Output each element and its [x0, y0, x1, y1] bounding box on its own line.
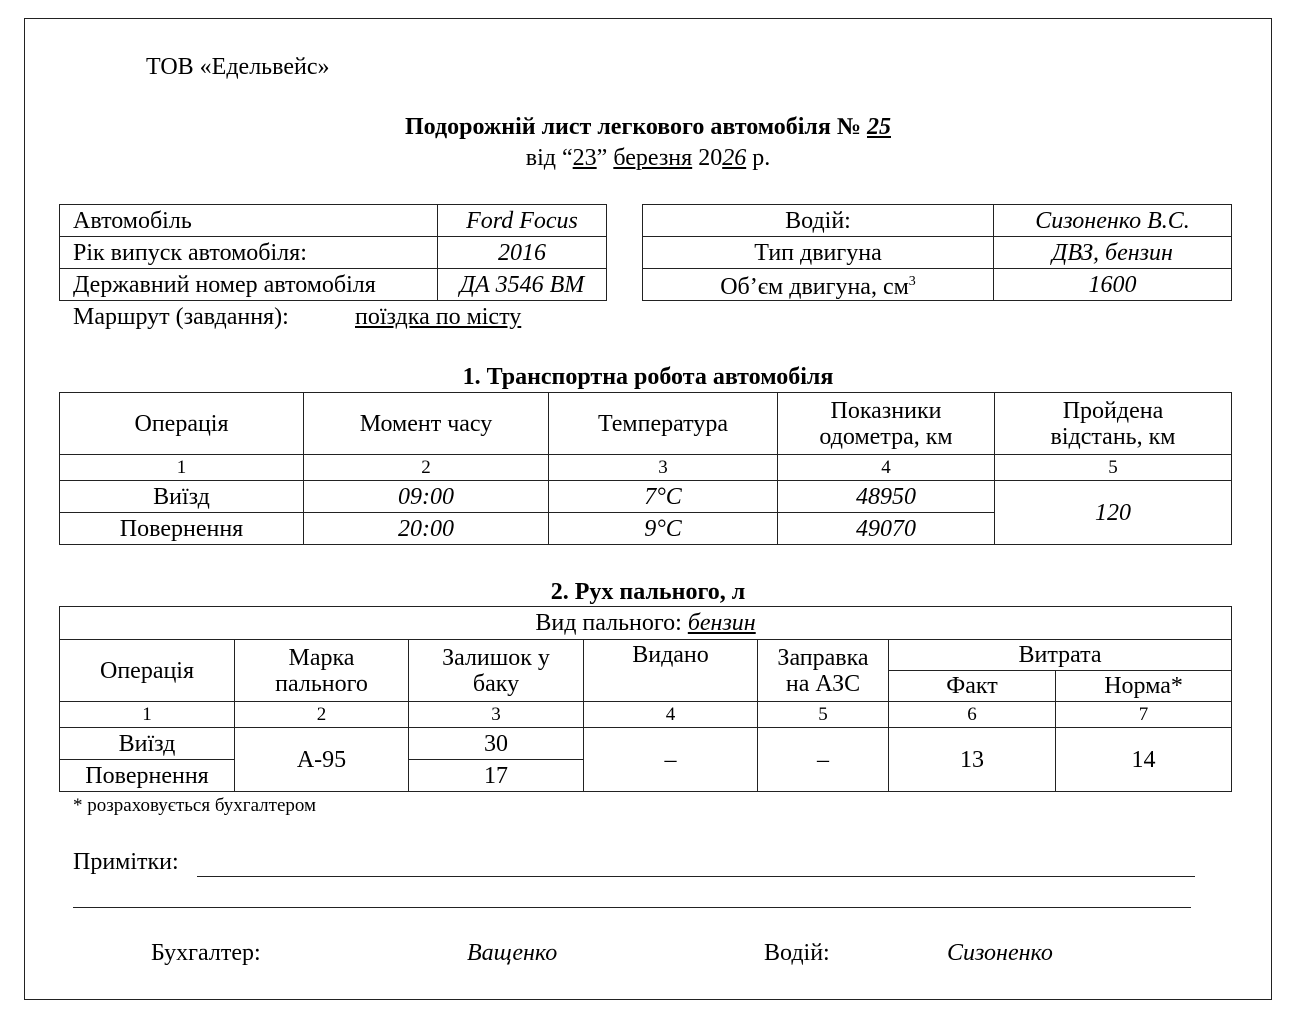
fuel-type-label: Вид пального: — [535, 610, 682, 636]
header-distance-line1: Пройдена — [1062, 397, 1164, 424]
driver-name: Сизоненко — [947, 940, 1053, 966]
table-row — [60, 640, 1232, 671]
header-balance — [409, 640, 584, 702]
section2-title: 2. Рух пального, л — [550, 579, 746, 605]
engine-type-label: Тип двигуна — [643, 237, 994, 269]
header-balance-line2: баку — [472, 670, 520, 697]
header-issued: Видано — [584, 640, 758, 702]
plate-value: ДА 3546 ВМ — [459, 271, 585, 298]
accountant-name: Ващенко — [467, 940, 558, 966]
col-number: 4 — [584, 702, 758, 728]
date-year-prefix: 20 — [698, 145, 723, 171]
vehicle-table — [59, 204, 607, 301]
fuel-type-row — [60, 607, 1232, 640]
table-row — [60, 481, 1232, 513]
plate-label: Державний номер автомобіля — [60, 269, 438, 301]
vehicle-value: Ford Focus — [466, 207, 578, 234]
fuel-station: – — [758, 728, 889, 792]
company-name: ТОВ «Едельвейс» — [146, 54, 330, 80]
header-time: Момент часу — [304, 393, 549, 455]
fuel-type-value: бензин — [687, 610, 756, 636]
header-odometer — [778, 393, 995, 455]
header-norm: Норма* — [1056, 671, 1232, 702]
notes-line — [197, 876, 1195, 877]
table-row — [60, 205, 607, 237]
table-row — [60, 237, 607, 269]
col-number: 4 — [778, 455, 995, 481]
header-odometer-line1: Показники — [830, 397, 942, 424]
header-distance-line2: відстань, км — [1050, 423, 1176, 450]
header-distance — [995, 393, 1232, 455]
col-number: 5 — [758, 702, 889, 728]
table-row — [643, 237, 1232, 269]
row-temperature: 7°C — [644, 483, 682, 510]
accountant-label: Бухгалтер: — [151, 940, 261, 966]
vehicle-year-label: Рік випуск автомобіля: — [60, 237, 438, 269]
table-row — [60, 702, 1232, 728]
header-operation: Операція — [60, 640, 235, 702]
col-number: 7 — [1056, 702, 1232, 728]
date-day: 23 — [572, 145, 597, 171]
title-prefix: Подорожній лист легкового автомобіля № — [405, 114, 861, 140]
row-temperature: 9°C — [644, 515, 682, 542]
row-time: 20:00 — [398, 515, 454, 542]
col-number: 5 — [995, 455, 1232, 481]
notes-line — [73, 907, 1191, 908]
table-row — [643, 205, 1232, 237]
document-title — [0, 114, 1296, 141]
date-quote: ” — [596, 145, 608, 171]
header-station — [758, 640, 889, 702]
date-year-suffix: 26 — [722, 145, 747, 171]
distance-value: 120 — [1095, 499, 1131, 526]
row-balance: 30 — [409, 728, 584, 760]
table-row — [643, 269, 1232, 301]
row-operation: Повернення — [60, 760, 235, 792]
vehicle-year-value: 2016 — [498, 239, 546, 266]
row-odometer: 49070 — [856, 515, 916, 542]
date-month: березня — [613, 145, 693, 171]
row-balance: 17 — [409, 760, 584, 792]
fuel-table — [59, 606, 1232, 792]
header-odometer-line2: одометра, км — [819, 423, 953, 450]
notes-label: Примітки: — [73, 849, 179, 875]
header-brand — [235, 640, 409, 702]
col-number: 1 — [60, 702, 235, 728]
driver-signature-label: Водій: — [764, 940, 830, 966]
header-balance-line1: Залишок у — [442, 644, 550, 671]
table-row — [60, 728, 1232, 760]
driver-label: Водій: — [643, 205, 994, 237]
table-row — [60, 607, 1232, 640]
engine-volume-sup: 3 — [908, 274, 916, 289]
footnote: * розраховується бухгалтером — [73, 795, 317, 816]
table-row — [60, 269, 607, 301]
row-time: 09:00 — [398, 483, 454, 510]
header-consumption: Витрата — [889, 640, 1232, 671]
waybill-number: 25 — [867, 114, 891, 140]
driver-value: Сизоненко В.С. — [1035, 207, 1190, 234]
driver-table — [642, 204, 1232, 301]
transport-table — [59, 392, 1232, 545]
fuel-fact: 13 — [889, 728, 1056, 792]
row-operation: Виїзд — [60, 728, 235, 760]
section1-title: 1. Транспортна робота автомобіля — [462, 364, 834, 390]
header-brand-line2: пального — [275, 670, 368, 697]
route-value: поїздка по місту — [355, 304, 522, 330]
header-temperature: Температура — [549, 393, 778, 455]
table-row — [60, 393, 1232, 455]
fuel-issued: – — [584, 728, 758, 792]
col-number: 1 — [60, 455, 304, 481]
date-prefix: від “ — [525, 145, 573, 171]
header-station-line1: Заправка — [777, 644, 869, 671]
row-operation: Повернення — [60, 513, 304, 545]
document-date — [0, 145, 1296, 172]
fuel-norm: 14 — [1056, 728, 1232, 792]
header-fact: Факт — [889, 671, 1056, 702]
col-number: 2 — [304, 455, 549, 481]
engine-volume-label — [643, 269, 994, 301]
col-number: 6 — [889, 702, 1056, 728]
vehicle-label: Автомобіль — [60, 205, 438, 237]
row-operation: Виїзд — [60, 481, 304, 513]
row-odometer: 48950 — [856, 483, 916, 510]
fuel-brand: А-95 — [235, 728, 409, 792]
table-row — [60, 455, 1232, 481]
engine-type-value: ДВЗ, бензин — [1052, 239, 1173, 266]
col-number: 3 — [409, 702, 584, 728]
col-number: 3 — [549, 455, 778, 481]
header-station-line2: на АЗС — [785, 670, 861, 697]
header-operation: Операція — [60, 393, 304, 455]
engine-volume-value: 1600 — [1088, 271, 1137, 298]
date-suffix: р. — [752, 145, 771, 171]
engine-volume-text: Об’єм двигуна, см — [720, 274, 909, 300]
header-brand-line1: Марка — [288, 644, 355, 671]
col-number: 2 — [235, 702, 409, 728]
route-label: Маршрут (завдання): — [73, 304, 289, 330]
